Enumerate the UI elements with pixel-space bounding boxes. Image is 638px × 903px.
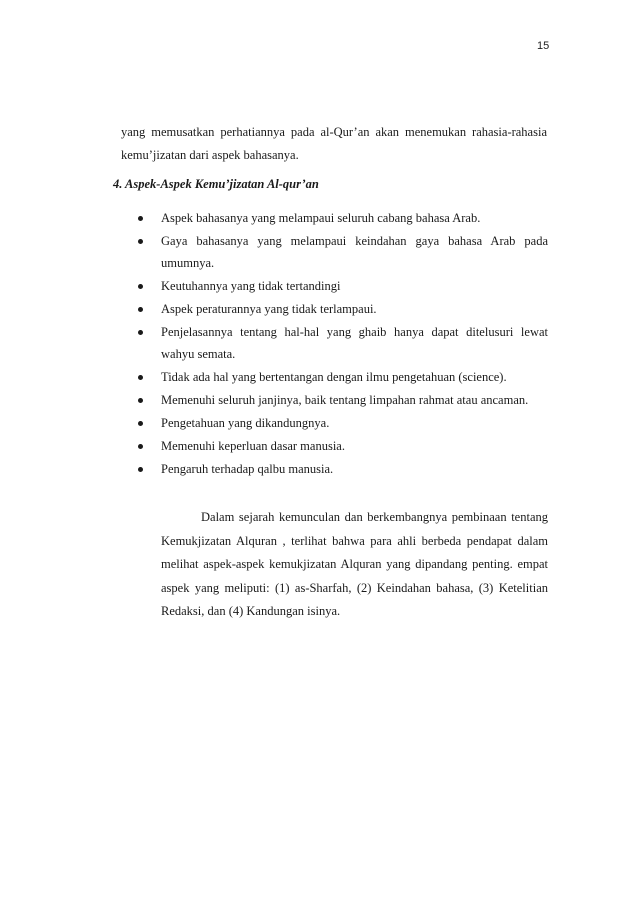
section-heading: 4. Aspek-Aspek Kemu’jizatan Al-qur’an	[113, 177, 319, 191]
list-item-text: Memenuhi keperluan dasar manusia.	[161, 439, 345, 453]
bullet-icon	[138, 307, 143, 312]
list-item-text: Aspek bahasanya yang melampaui seluruh cabang bahasa Arab.	[161, 211, 481, 225]
bullet-icon	[138, 284, 143, 289]
list-item-text: Tidak ada hal yang bertentangan dengan ilmu pengetahuan (science).	[161, 370, 507, 384]
list-item-text: Pengetahuan yang dikandungnya.	[161, 416, 330, 430]
list-item	[138, 321, 548, 365]
list-item	[138, 458, 548, 480]
page-number: 15	[537, 40, 550, 52]
bullet-icon	[138, 467, 143, 472]
list-item-text: Penjelasannya tentang hal-hal yang ghaib hanya dapat ditelusuri lewat wahyu semata.	[161, 325, 548, 361]
bullet-icon	[138, 398, 143, 403]
list-item	[138, 389, 548, 411]
list-item-text: Pengaruh terhadap qalbu manusia.	[161, 462, 334, 476]
list-item-text: Keutuhannya yang tidak tertandingi	[161, 279, 341, 293]
list-item	[138, 230, 548, 274]
bullet-icon	[138, 421, 143, 426]
list-item	[138, 366, 548, 388]
aspect-bullet-list	[138, 207, 548, 481]
list-item-text: Gaya bahasanya yang melampaui keindahan gaya bahasa Arab pada umumnya.	[161, 234, 548, 270]
bullet-icon	[138, 239, 143, 244]
list-item-text: Memenuhi seluruh janjinya, baik tentang limpahan rahmat atau ancaman.	[161, 393, 529, 407]
intro-paragraph	[121, 121, 547, 167]
bullet-icon	[138, 330, 143, 335]
list-item	[138, 435, 548, 457]
list-item	[138, 412, 548, 434]
bullet-icon	[138, 444, 143, 449]
body-paragraph: Dalam sejarah kemunculan dan berkembangnya pembinaan tentang Kemukjizatan Alquran , terlihat bahwa para ahli berbeda pendapat dalam melihat aspek-aspek kemukjizatan Alquran yang dipandang penting. empat aspek yang meliputi: (1) as-Sharfah, (2) Keindahan bahasa, (3) Ketelitian Redaksi, dan (4) Kandungan isinya.	[161, 510, 548, 618]
list-item	[138, 207, 548, 229]
intro-line-1: yang memusatkan perhatiannya pada al-Qur’an akan menemukan rahasia-rahasia	[121, 125, 547, 139]
intro-line-2: kemu’jizatan dari aspek bahasanya.	[121, 148, 299, 162]
bullet-icon	[138, 375, 143, 380]
list-item	[138, 298, 548, 320]
bullet-icon	[138, 216, 143, 221]
list-item	[138, 275, 548, 297]
list-item-text: Aspek peraturannya yang tidak terlampaui.	[161, 302, 377, 316]
